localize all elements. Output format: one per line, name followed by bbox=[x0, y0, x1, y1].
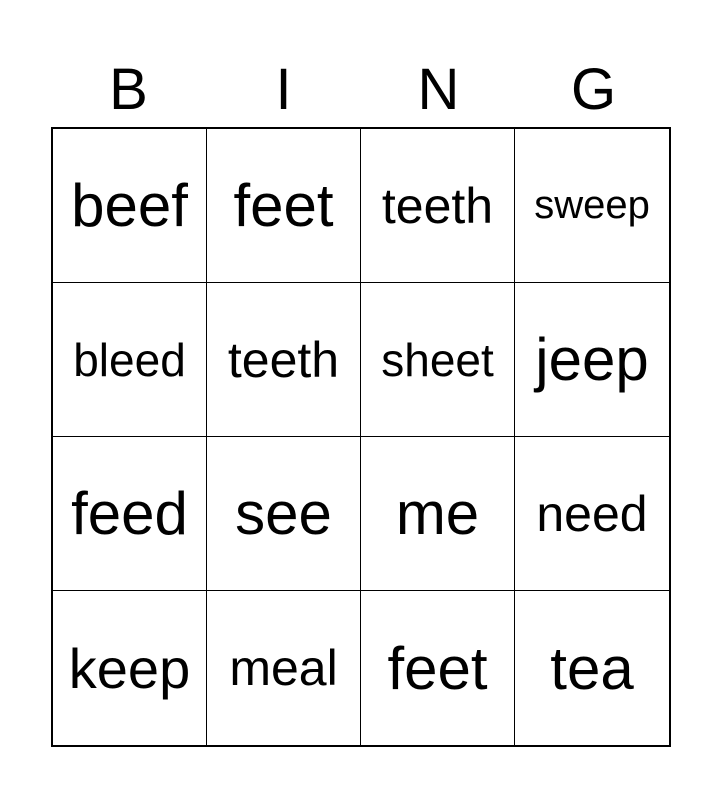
bingo-cell[interactable]: feet bbox=[207, 129, 361, 283]
bingo-cell[interactable]: jeep bbox=[515, 283, 669, 437]
bingo-cell[interactable]: sweep bbox=[515, 129, 669, 283]
bingo-cell[interactable]: teeth bbox=[361, 129, 515, 283]
bingo-cell[interactable]: tea bbox=[550, 634, 634, 702]
bingo-cell[interactable]: feed bbox=[53, 437, 207, 591]
bingo-cell[interactable]: bleed bbox=[53, 283, 207, 437]
bingo-cell[interactable]: need bbox=[515, 437, 669, 591]
bingo-cell[interactable]: beef bbox=[53, 129, 207, 283]
bingo-header bbox=[51, 55, 671, 125]
bingo-cell[interactable]: me bbox=[361, 437, 515, 591]
bingo-cell[interactable]: teeth bbox=[207, 283, 361, 437]
bingo-cell[interactable]: keep bbox=[53, 591, 207, 745]
header-letter-b: B bbox=[109, 57, 148, 122]
header-letter-g: G bbox=[570, 57, 617, 122]
header-letter-i: I bbox=[275, 57, 292, 122]
header-letter-n: N bbox=[417, 57, 460, 122]
bingo-cell[interactable]: meal bbox=[207, 591, 361, 745]
bingo-cell[interactable]: feet bbox=[361, 591, 515, 745]
bingo-cell[interactable]: see bbox=[207, 437, 361, 591]
bingo-card-grid bbox=[51, 127, 671, 747]
bingo-cell[interactable]: sheet bbox=[361, 283, 515, 437]
